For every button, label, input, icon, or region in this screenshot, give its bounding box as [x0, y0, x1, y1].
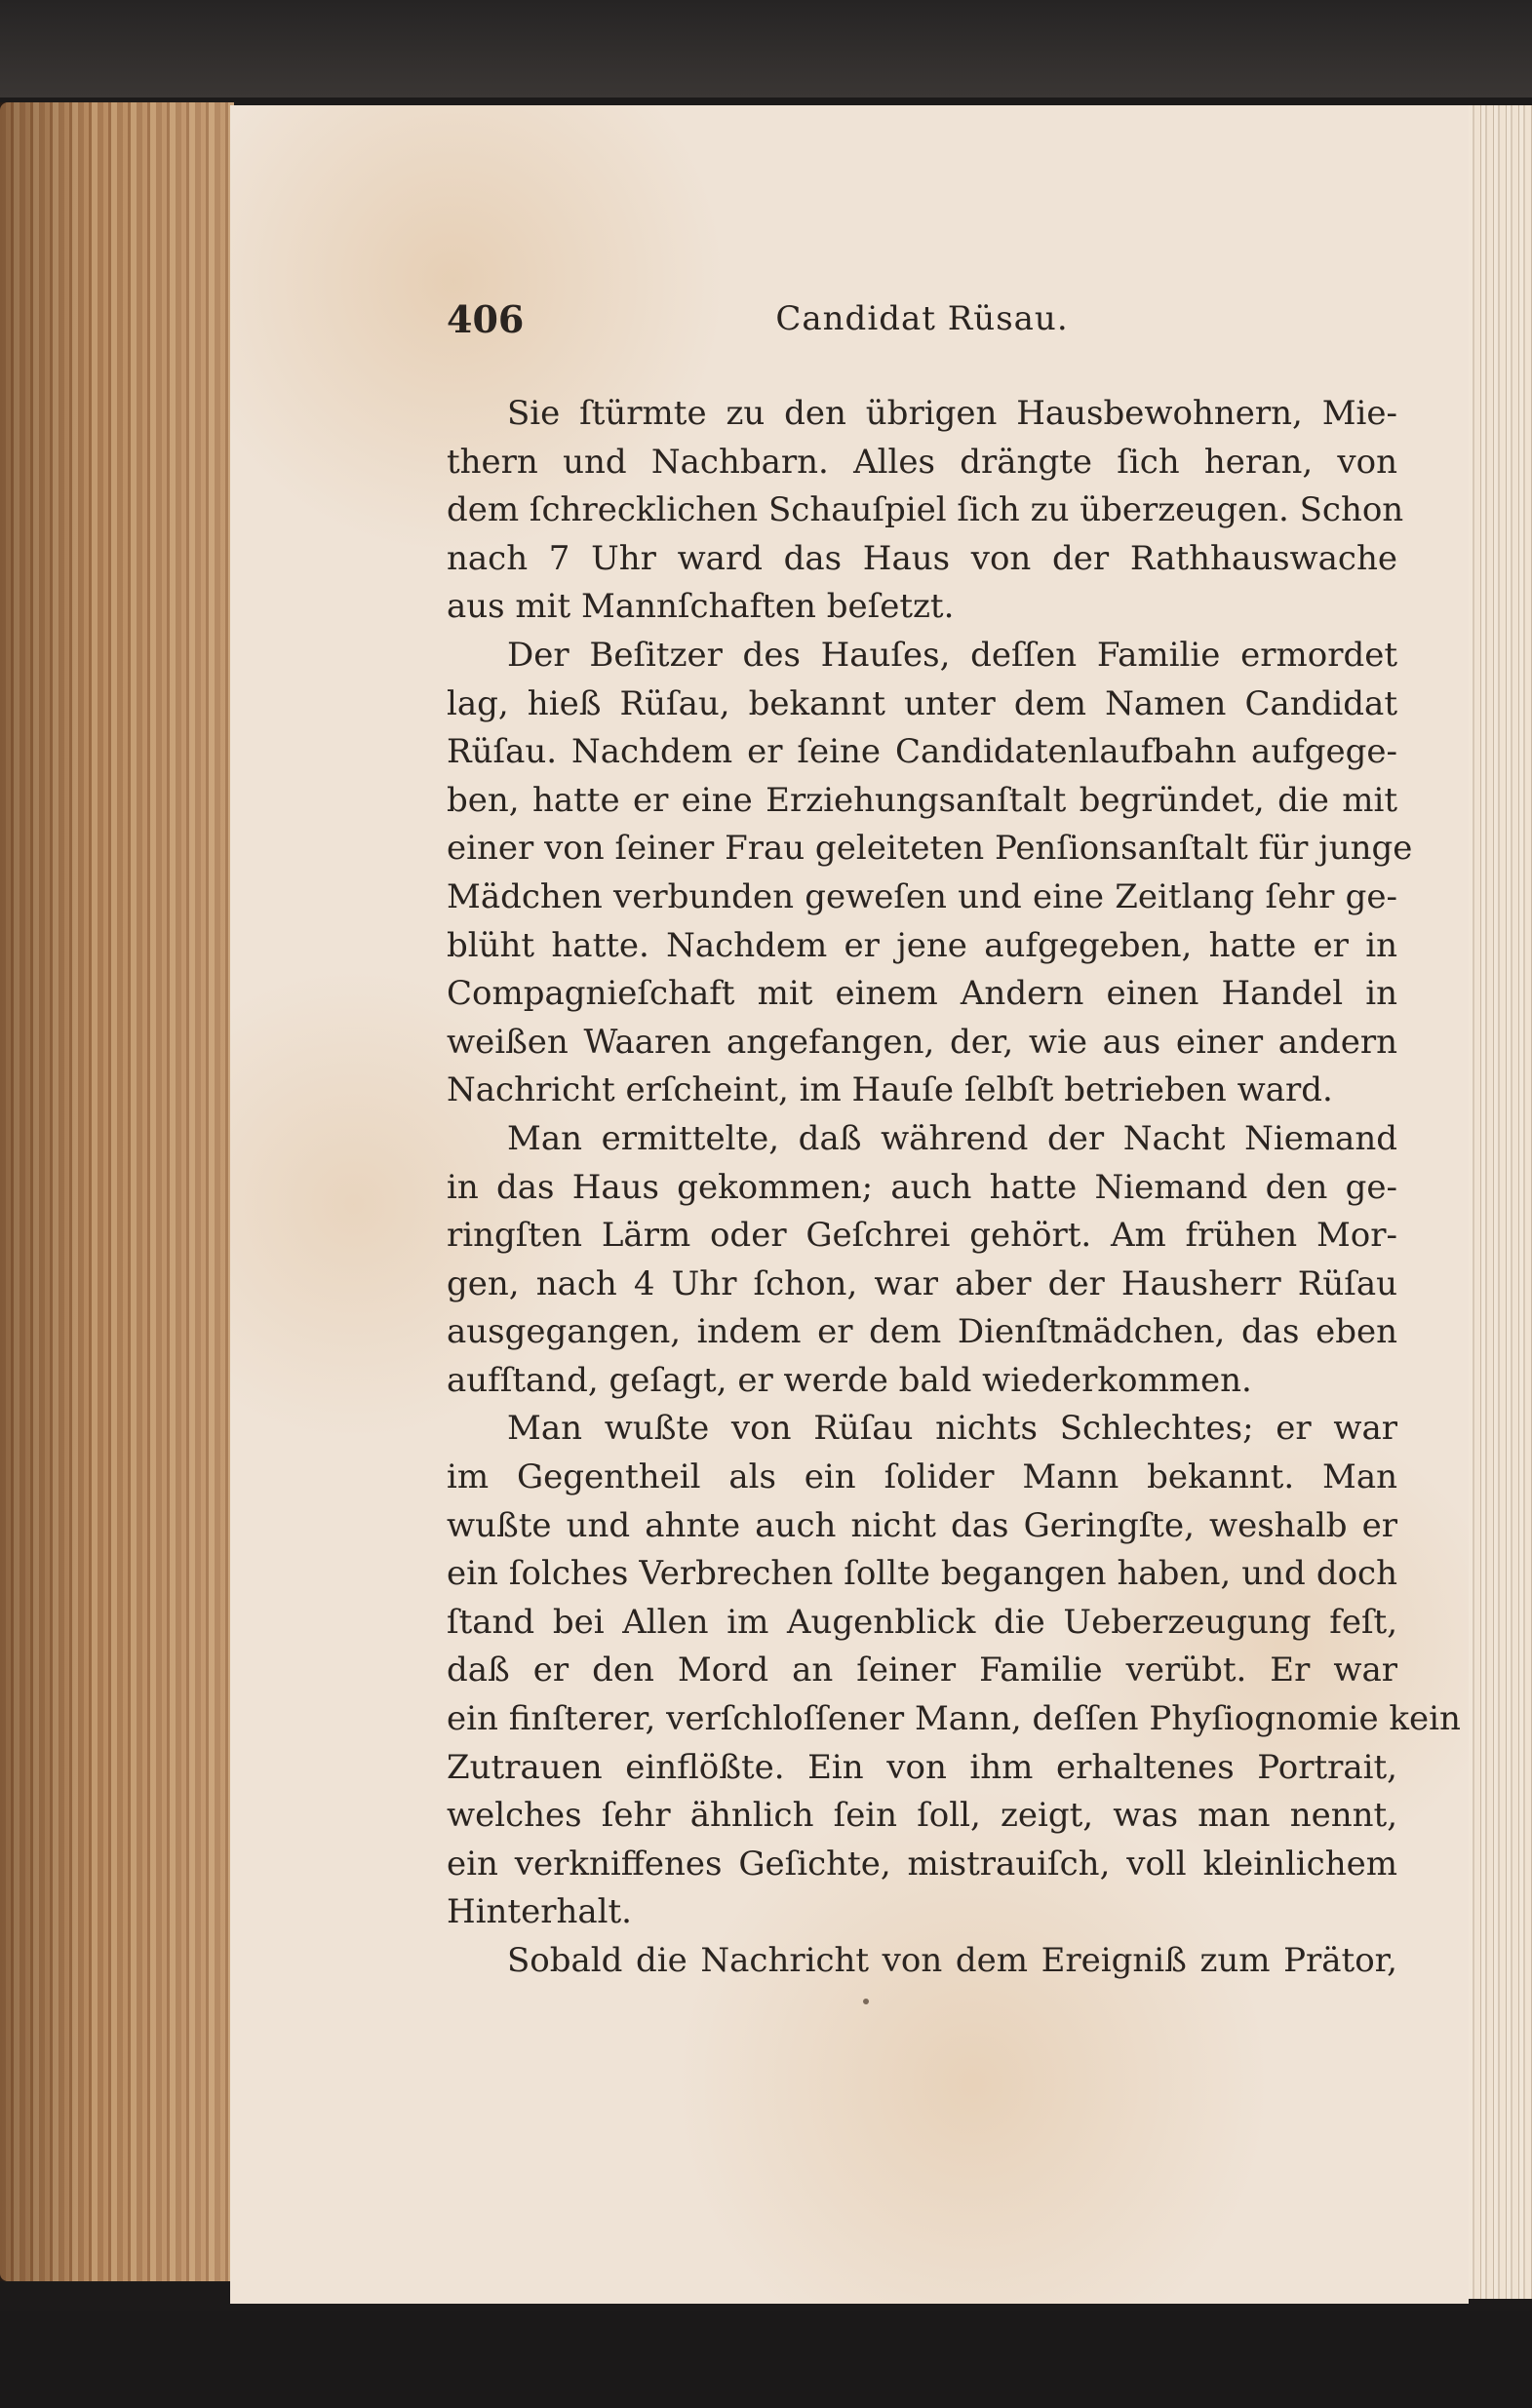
text-line: daß er den Mord an ſeiner Familie verübt. Er war — [447, 1651, 1397, 1690]
text-line: dem ſchrecklichen Schauſpiel ſich zu überzeugen. Schon — [447, 490, 1404, 530]
page-header — [447, 297, 1397, 346]
text-line: weißen Waaren angefangen, der, wie aus einer andern — [447, 1022, 1397, 1062]
text-line: ein verkniffenes Geſichte, mistrauiſch, voll kleinlichem — [447, 1844, 1397, 1884]
text-line: Rüſau. Nachdem er ſeine Candidatenlaufbahn aufgege- — [447, 732, 1397, 772]
text-line: ben, hatte er eine Erziehungsanſtalt begründet, die mit — [447, 780, 1397, 820]
text-line: Sobald die Nachricht von dem Ereigniß zum Prätor, — [507, 1941, 1397, 1980]
text-line: ein finſterer, verſchloſſener Mann, deſſen Phyſiognomie kein — [447, 1699, 1461, 1739]
text-line: Hinterhalt. — [447, 1892, 632, 1932]
text-line: thern und Nachbarn. Alles drängte ſich heran, von — [447, 442, 1397, 482]
text-line: Man ermittelte, daß während der Nacht Niemand — [507, 1118, 1397, 1158]
text-line: ringſten Lärm oder Geſchrei gehört. Am frühen Mor- — [447, 1216, 1397, 1256]
scan-background-top — [0, 0, 1532, 97]
paper-speck — [863, 1999, 869, 2004]
text-line: welches ſehr ähnlich ſein ſoll, zeigt, was man nennt, — [447, 1796, 1397, 1836]
text-line: Man wußte von Rüſau nichts Schlechtes; er war — [507, 1409, 1397, 1449]
text-line: in das Haus gekommen; auch hatte Niemand den ge- — [447, 1167, 1397, 1207]
text-line: aufſtand, geſagt, er werde bald wiederkommen. — [447, 1360, 1252, 1400]
text-line: Mädchen verbunden geweſen und eine Zeitlang ſehr ge- — [447, 876, 1397, 916]
text-line: aus mit Mannſchaften beſetzt. — [447, 587, 955, 627]
book-page-edges-right — [1469, 105, 1532, 2299]
text-line: ein ſolches Verbrechen ſollte begangen haben, und doch — [447, 1554, 1397, 1594]
text-line: einer von ſeiner Frau geleiteten Penſionsanſtalt für junge — [447, 829, 1413, 869]
page-number: 406 — [447, 297, 525, 341]
text-line: blüht hatte. Nachdem er jene aufgegeben, hatte er in — [447, 925, 1397, 965]
text-line: Der Beſitzer des Hauſes, deſſen Familie ermordet — [507, 635, 1397, 675]
text-line: ſtand bei Allen im Augenblick die Ueberzeugung feſt, — [447, 1602, 1397, 1642]
text-line: im Gegentheil als ein ſolider Mann bekannt. Man — [447, 1457, 1397, 1497]
running-head: Candidat Rüsau. — [775, 299, 1069, 338]
text-line: wußte und ahnte auch nicht das Geringſte, weshalb er — [447, 1505, 1397, 1545]
text-line: Sie ſtürmte zu den übrigen Hausbewohnern, Mie- — [507, 394, 1397, 433]
text-line: ausgegangen, indem er dem Dienſtmädchen, das eben — [447, 1312, 1397, 1352]
text-line: Compagnieſchaft mit einem Andern einen Handel in — [447, 974, 1397, 1014]
text-line: lag, hieß Rüſau, bekannt unter dem Namen Candidat — [447, 683, 1397, 723]
page-body-text — [447, 390, 1461, 1986]
text-line: nach 7 Uhr ward das Haus von der Rathhauswache — [447, 538, 1397, 578]
text-line: Zutrauen einflößte. Ein von ihm erhaltenes Portrait, — [447, 1747, 1397, 1787]
text-line: Nachricht erſcheint, im Hauſe ſelbſt betrieben ward. — [447, 1070, 1333, 1110]
scan-background-bottom — [0, 2311, 1532, 2408]
book-edge-shading — [0, 102, 234, 2281]
text-line: gen, nach 4 Uhr ſchon, war aber der Hausherr Rüſau — [447, 1263, 1397, 1303]
